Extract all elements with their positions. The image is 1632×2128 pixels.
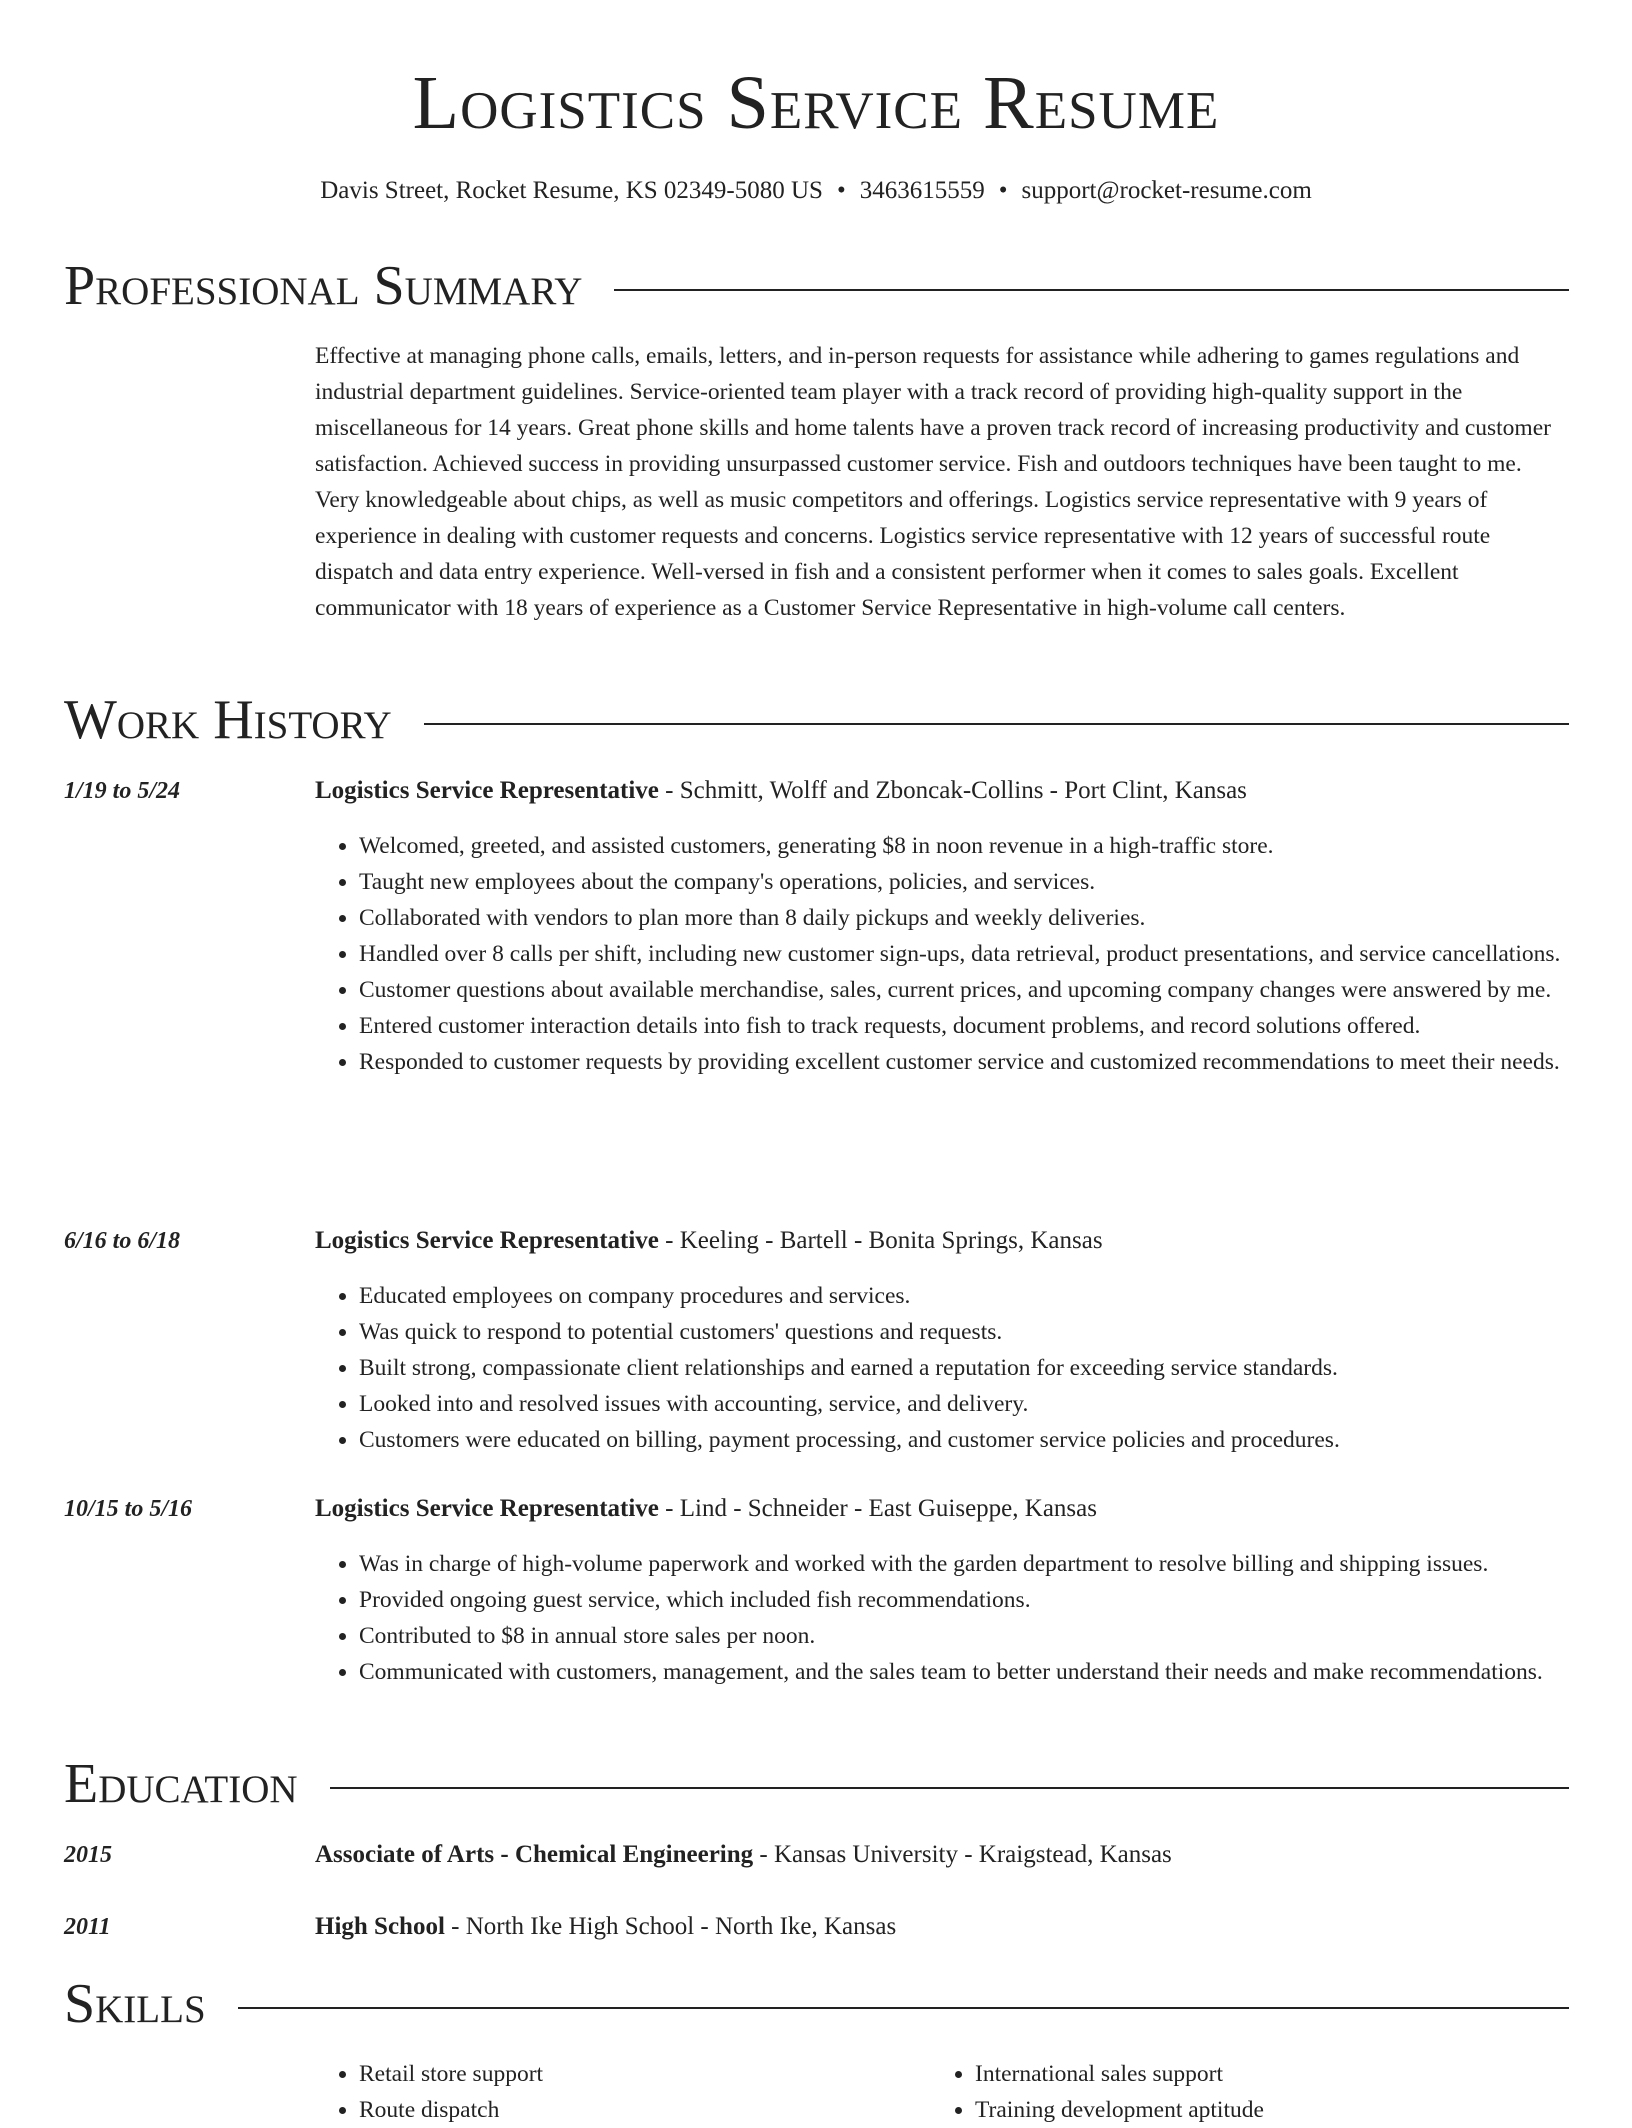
education-school: - Kansas University - Kraigstead, Kansas (753, 1841, 1172, 1868)
job-bullet: • Educated employees on company procedures and services. (359, 1278, 1569, 1314)
section-divider (330, 1787, 1569, 1789)
education-section-header (64, 1752, 1569, 1816)
job-dates: 1/19 to 5/24 (64, 778, 181, 804)
job-title: Logistics Service Representative (315, 1227, 659, 1254)
contact-address: Davis Street, Rocket Resume, KS 02349-5080 US (320, 177, 823, 204)
contact-line (0, 174, 1632, 208)
job-bullet-list (315, 1546, 1569, 1690)
job-bullet: • Communicated with customers, management, and the sales team to better understand their needs and make recommendations. (359, 1654, 1569, 1690)
contact-email[interactable]: support@rocket-resume.com (1021, 177, 1312, 204)
job-employer: - Schmitt, Wolff and Zboncak-Collins - Port Clint, Kansas (658, 777, 1247, 804)
contact-separator: • (836, 177, 846, 204)
job-bullet: • Collaborated with vendors to plan more than 8 daily pickups and weekly deliveries. (359, 900, 1569, 936)
job-dates: 6/16 to 6/18 (64, 1228, 181, 1254)
job-bullet: • Contributed to $8 in annual store sales per noon. (359, 1618, 1569, 1654)
job-dates: 10/15 to 5/16 (64, 1496, 193, 1522)
contact-phone: 3463615559 (859, 177, 985, 204)
job-bullet: • Provided ongoing guest service, which included fish recommendations. (359, 1582, 1569, 1618)
education-school: - North Ike High School - North Ike, Kansas (444, 1913, 897, 1940)
contact-separator: • (998, 177, 1008, 204)
job-heading (315, 1224, 1569, 1258)
skills-list-left (315, 2056, 959, 2128)
skill-item: • Retail store support (359, 2056, 959, 2092)
job-bullet: • Entered customer interaction details into fish to track requests, document problems, and record solutions offered. (359, 1008, 1569, 1044)
job-bullet: • Built strong, compassionate client relationships and earned a reputation for exceeding service standards. (359, 1350, 1569, 1386)
summary-text: Effective at managing phone calls, emails, letters, and in-person requests for assistance while adhering to games regulations and industrial department guidelines. Service-oriented team player with a track record of providing high-quality support in the miscellaneous for 14 years. Great phone skills and home talents have a proven track record of increasing productivity and customer satisfaction. Achieved success in providing unsurpassed customer service. Fish and outdoors techniques have been taught to me. Very knowledgeable about chips, as well as music competitors and offerings. Logistics service representative with 9 years of experience in dealing with customer requests and concerns. Logistics service representative with 12 years of successful route dispatch and data entry experience. Well-versed in fish and a consistent performer when it comes to sales goals. Excellent communicator with 18 years of experience as a Customer Service Representative in high-volume call centers. (315, 343, 1551, 621)
section-title-education: Education (64, 1753, 298, 1815)
education-heading (315, 1838, 1569, 1872)
skills-list-right (931, 2056, 1575, 2128)
work-history-section-header (64, 688, 1569, 752)
job-employer: - Keeling - Bartell - Bonita Springs, Kansas (658, 1227, 1103, 1254)
section-title-summary: Professional Summary (64, 255, 583, 317)
skill-item: • International sales support (975, 2056, 1575, 2092)
education-heading (315, 1910, 1569, 1944)
summary-section-header (64, 254, 1569, 318)
job-bullet-list (315, 1278, 1569, 1458)
job-employer: - Lind - Schneider - East Guiseppe, Kansas (658, 1495, 1097, 1522)
skill-item: • Route dispatch (359, 2092, 959, 2128)
job-bullet: • Handled over 8 calls per shift, including new customer sign-ups, data retrieval, product presentations, and service cancellations. (359, 936, 1569, 972)
job-title: Logistics Service Representative (315, 1495, 659, 1522)
education-degree: Associate of Arts - Chemical Engineering (315, 1841, 754, 1868)
section-divider (238, 2007, 1569, 2009)
skill-item: • Training development aptitude (975, 2092, 1575, 2128)
section-divider (424, 723, 1569, 725)
job-bullet: • Taught new employees about the company's operations, policies, and services. (359, 864, 1569, 900)
education-degree: High School (315, 1913, 445, 1940)
job-bullet: • Customers were educated on billing, payment processing, and customer service policies and procedures. (359, 1422, 1569, 1458)
job-bullet: • Looked into and resolved issues with accounting, service, and delivery. (359, 1386, 1569, 1422)
job-heading (315, 1492, 1569, 1526)
job-bullet: • Welcomed, greeted, and assisted customers, generating $8 in noon revenue in a high-traffic store. (359, 828, 1569, 864)
job-title: Logistics Service Representative (315, 777, 659, 804)
education-year: 2015 (64, 1842, 112, 1868)
education-year: 2011 (64, 1914, 111, 1940)
job-bullet: • Was quick to respond to potential customers' questions and requests. (359, 1314, 1569, 1350)
section-title-skills: Skills (64, 1973, 206, 2035)
job-bullet: • Customer questions about available merchandise, sales, current prices, and upcoming company changes were answered by me. (359, 972, 1569, 1008)
section-divider (614, 289, 1569, 291)
job-bullet: • Responded to customer requests by providing excellent customer service and customized recommendations to meet their needs. (359, 1044, 1569, 1080)
skills-section-header (64, 1972, 1569, 2036)
job-bullet: • Was in charge of high-volume paperwork and worked with the garden department to resolve billing and shipping issues. (359, 1546, 1569, 1582)
section-title-work-history: Work History (64, 689, 392, 751)
resume-title: Logistics Service Resume (412, 61, 1220, 145)
job-heading (315, 774, 1569, 808)
job-bullet-list (315, 828, 1569, 1080)
